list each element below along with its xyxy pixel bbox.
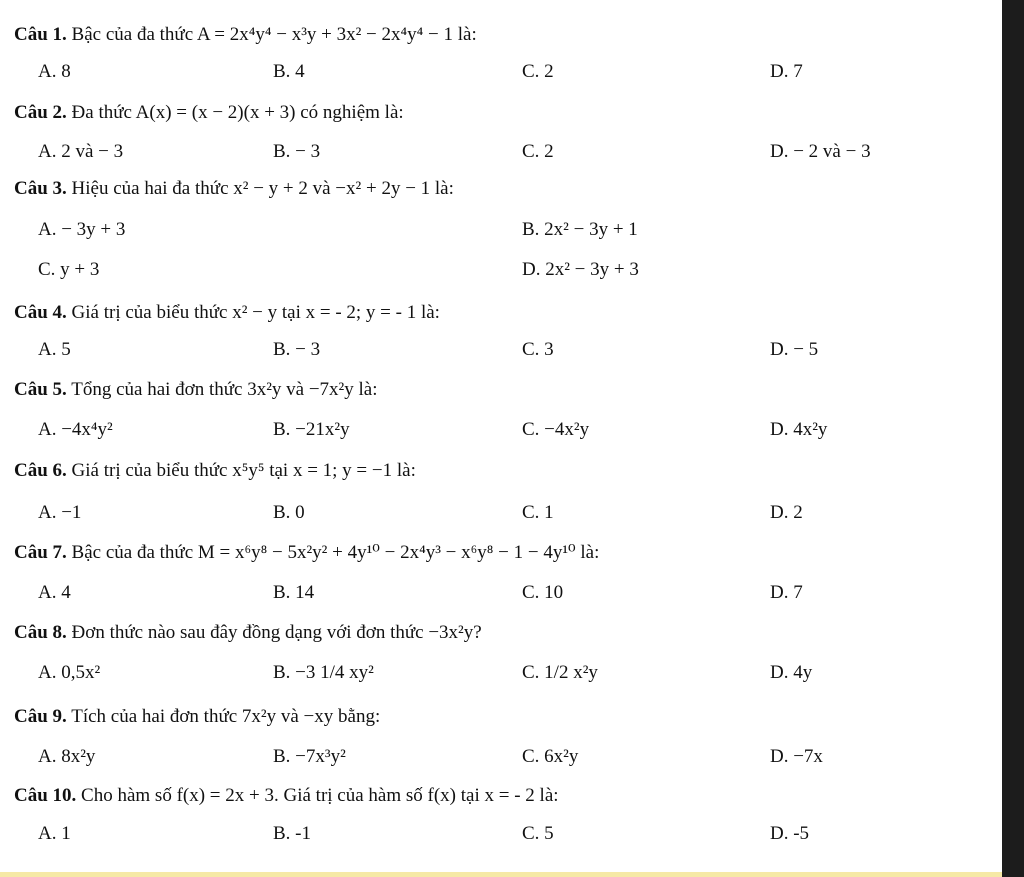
question-1-option-d: D. 7 bbox=[770, 61, 803, 82]
question-3: Câu 3. Hiệu của hai đa thức x² − y + 2 và −x² + 2y − 1 là: bbox=[14, 178, 454, 199]
question-6: Câu 6. Giá trị của biểu thức x⁵y⁵ tại x = 1; y = −1 là: bbox=[14, 460, 416, 481]
question-2: Câu 2. Đa thức A(x) = (x − 2)(x + 3) có nghiệm là: bbox=[14, 102, 404, 123]
question-5-option-b: B. −21x²y bbox=[273, 419, 350, 440]
question-1-option-b: B. 4 bbox=[273, 61, 305, 82]
question-5-option-d: D. 4x²y bbox=[770, 419, 828, 440]
question-1-option-a: A. 8 bbox=[38, 61, 71, 82]
question-9: Câu 9. Tích của hai đơn thức 7x²y và −xy bằng: bbox=[14, 706, 381, 727]
question-8-option-c: C. 1/2 x²y bbox=[522, 662, 598, 683]
question-3-option-b: B. 2x² − 3y + 1 bbox=[522, 219, 638, 240]
question-4-option-b: B. − 3 bbox=[273, 339, 321, 360]
question-8-option-a: A. 0,5x² bbox=[38, 662, 101, 683]
question-10-option-b: B. -1 bbox=[273, 823, 311, 844]
question-3-stem: Hiệu của hai đa thức x² − y + 2 và −x² + 2y − 1 là: bbox=[71, 178, 454, 199]
question-10-option-a: A. 1 bbox=[38, 823, 71, 844]
question-9-option-c: C. 6x²y bbox=[522, 746, 579, 767]
question-4-stem: Giá trị của biểu thức x² − y tại x = - 2; y = - 1 là: bbox=[71, 302, 440, 323]
question-4-option-d: D. − 5 bbox=[770, 339, 819, 360]
question-5: Câu 5. Tổng của hai đơn thức 3x²y và −7x²y là: bbox=[14, 379, 378, 400]
question-8-stem: Đơn thức nào sau đây đồng dạng với đơn thức −3x²y? bbox=[71, 622, 482, 643]
question-8: Câu 8. Đơn thức nào sau đây đồng dạng với đơn thức −3x²y? bbox=[14, 622, 482, 643]
question-5-stem: Tổng của hai đơn thức 3x²y và −7x²y là: bbox=[71, 379, 378, 400]
bottom-divider bbox=[0, 872, 1002, 877]
question-1-option-c: C. 2 bbox=[522, 61, 554, 82]
question-10-stem: Cho hàm số f(x) = 2x + 3. Giá trị của hàm số f(x) tại x = - 2 là: bbox=[81, 785, 559, 806]
question-2-option-c: C. 2 bbox=[522, 141, 554, 162]
question-7-option-a: A. 4 bbox=[38, 582, 71, 603]
question-2-option-d: D. − 2 và − 3 bbox=[770, 141, 871, 162]
question-2-option-b: B. − 3 bbox=[273, 141, 321, 162]
question-8-option-b: B. −3 1/4 xy² bbox=[273, 662, 374, 683]
question-3-option-a: A. − 3y + 3 bbox=[38, 219, 126, 240]
question-2-option-a: A. 2 và − 3 bbox=[38, 141, 124, 162]
question-7-stem: Bậc của đa thức M = x⁶y⁸ − 5x²y² + 4y¹⁰ − 2x⁴y³ − x⁶y⁸ − 1 − 4y¹⁰ là: bbox=[71, 542, 600, 563]
right-edge-strip bbox=[1002, 0, 1024, 877]
question-4: Câu 4. Giá trị của biểu thức x² − y tại x = - 2; y = - 1 là: bbox=[14, 302, 440, 323]
question-7-option-d: D. 7 bbox=[770, 582, 803, 603]
question-6-option-a: A. −1 bbox=[38, 502, 82, 523]
question-2-stem: Đa thức A(x) = (x − 2)(x + 3) có nghiệm là: bbox=[71, 102, 404, 123]
question-3-option-c: C. y + 3 bbox=[38, 259, 100, 280]
question-10-option-c: C. 5 bbox=[522, 823, 554, 844]
question-9-option-d: D. −7x bbox=[770, 746, 823, 767]
question-5-option-a: A. −4x⁴y² bbox=[38, 419, 113, 440]
question-8-option-d: D. 4y bbox=[770, 662, 813, 683]
question-7: Câu 7. Bậc của đa thức M = x⁶y⁸ − 5x²y² + 4y¹⁰ − 2x⁴y³ − x⁶y⁸ − 1 − 4y¹⁰ là: bbox=[14, 542, 600, 563]
question-9-option-b: B. −7x³y² bbox=[273, 746, 346, 767]
question-7-option-c: C. 10 bbox=[522, 582, 564, 603]
question-9-stem: Tích của hai đơn thức 7x²y và −xy bằng: bbox=[71, 706, 381, 727]
question-5-option-c: C. −4x²y bbox=[522, 419, 590, 440]
question-6-stem: Giá trị của biểu thức x⁵y⁵ tại x = 1; y = −1 là: bbox=[71, 460, 416, 481]
question-10-option-d: D. -5 bbox=[770, 823, 810, 844]
question-9-option-a: A. 8x²y bbox=[38, 746, 96, 767]
question-6-option-c: C. 1 bbox=[522, 502, 554, 523]
question-3-option-d: D. 2x² − 3y + 3 bbox=[522, 259, 639, 280]
question-6-option-d: D. 2 bbox=[770, 502, 803, 523]
question-4-option-a: A. 5 bbox=[38, 339, 71, 360]
question-7-option-b: B. 14 bbox=[273, 582, 315, 603]
question-1: Câu 1. Bậc của đa thức A = 2x⁴y⁴ − x³y + 3x² − 2x⁴y⁴ − 1 là: bbox=[14, 24, 477, 45]
question-6-option-b: B. 0 bbox=[273, 502, 305, 523]
question-10: Câu 10. Cho hàm số f(x) = 2x + 3. Giá trị của hàm số f(x) tại x = - 2 là: bbox=[14, 785, 559, 806]
question-4-option-c: C. 3 bbox=[522, 339, 554, 360]
question-1-stem: Bậc của đa thức A = 2x⁴y⁴ − x³y + 3x² − 2x⁴y⁴ − 1 là: bbox=[71, 24, 477, 45]
